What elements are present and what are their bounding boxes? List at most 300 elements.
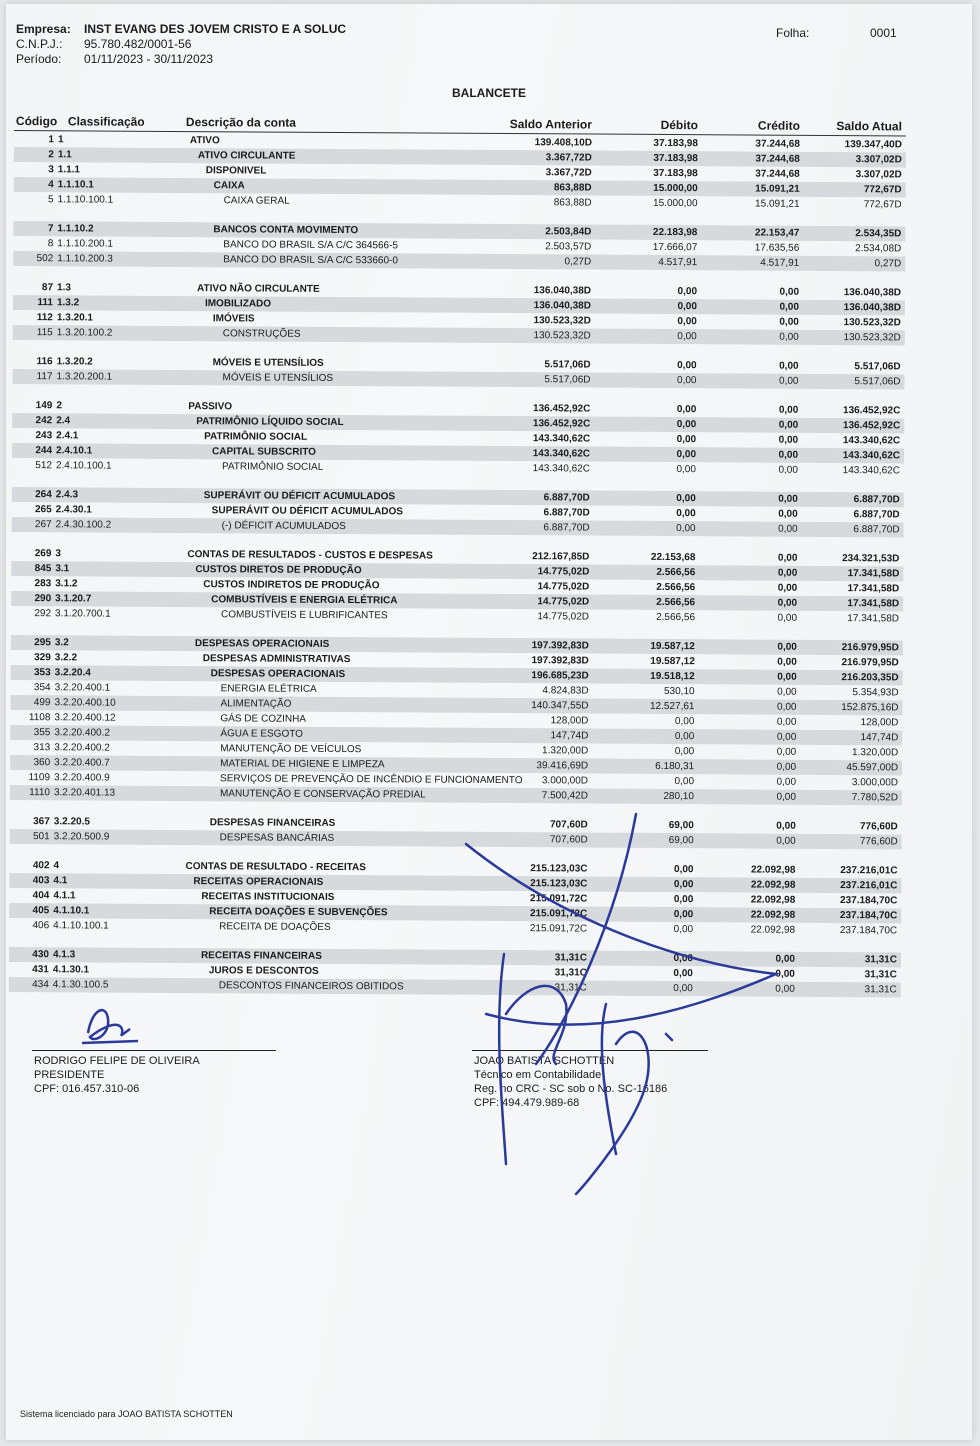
cell-credito: 22.153,47 — [754, 227, 800, 239]
cell-debito: 0,00 — [673, 968, 693, 980]
cell-classification: 4.1.3 — [52, 949, 76, 961]
cell-classification: 1.3.2 — [56, 297, 80, 309]
cell-classification: 4.1.30.1 — [52, 964, 90, 976]
cell-credito: 0,00 — [778, 493, 798, 505]
cell-saldo-atual: 237.184,70C — [839, 925, 898, 937]
cell-saldo-anterior: 14.775,02D — [537, 566, 590, 578]
cell-code: 3 — [48, 164, 54, 176]
cell-description: ATIVO NÃO CIRCULANTE — [197, 283, 320, 295]
cell-credito: 22.092,98 — [750, 864, 796, 876]
cell-saldo-anterior: 140.347,55D — [531, 700, 589, 712]
cell-saldo-atual: 237.216,01C — [840, 880, 898, 892]
balance-table — [9, 132, 906, 997]
cell-saldo-anterior: 143.340,62C — [532, 433, 591, 445]
cell-saldo-anterior: 139.408,10D — [534, 137, 592, 149]
cell-classification: 1.1.10.2 — [57, 223, 94, 235]
signer-left-cpf: CPF: 016.457.310-06 — [34, 1083, 140, 1095]
cell-credito: 37.244,68 — [755, 168, 800, 180]
cell-credito: 22.092,98 — [750, 894, 796, 906]
cell-credito: 0,00 — [776, 820, 796, 832]
cell-saldo-anterior: 197.392,83D — [531, 655, 589, 667]
signature-right — [474, 1054, 667, 1110]
cell-saldo-atual: 1.320,00D — [852, 747, 899, 759]
cell-credito: 0,00 — [779, 286, 800, 298]
cell-code: 243 — [35, 430, 53, 442]
cell-description: MANUTENÇÃO E CONSERVAÇÃO PREDIAL — [219, 788, 426, 801]
col-credito: Crédito — [757, 118, 800, 133]
cell-debito: 37.183,98 — [653, 152, 698, 165]
cell-saldo-anterior: 130.523,32D — [533, 330, 591, 342]
cell-debito: 19.587,12 — [650, 655, 695, 668]
cell-classification: 4.1 — [53, 875, 68, 887]
cell-code: 502 — [36, 253, 54, 265]
page-title: BALANCETE — [452, 86, 526, 100]
cell-description: RECEITAS INSTITUCIONAIS — [201, 891, 335, 903]
signer-right-role: Técnico em Contabilidade — [474, 1069, 602, 1081]
cell-credito: 0,00 — [777, 582, 798, 594]
cell-saldo-anterior: 136.040,38D — [533, 300, 591, 312]
cell-saldo-anterior: 31,31C — [554, 982, 587, 994]
cell-classification: 3.2.20.500.9 — [53, 831, 110, 843]
cell-saldo-atual: 776,60D — [859, 821, 898, 833]
cell-saldo-atual: 237.184,70C — [839, 910, 898, 922]
cell-code: 329 — [34, 652, 51, 664]
cell-code: 406 — [32, 920, 50, 932]
periodo-label: Período: — [16, 52, 62, 66]
cell-debito: 0,00 — [673, 879, 694, 891]
cell-saldo-atual: 31,31C — [864, 984, 897, 996]
cell-saldo-atual: 31,31C — [864, 954, 897, 966]
cell-description: PASSIVO — [188, 401, 233, 413]
cell-classification: 2.4.3 — [55, 489, 79, 501]
cell-debito: 0,00 — [677, 360, 697, 372]
cell-credito: 0,00 — [778, 449, 799, 461]
cell-code: 264 — [35, 489, 52, 501]
cell-saldo-anterior: 143.340,62C — [532, 448, 591, 460]
cell-debito: 2.566,56 — [656, 611, 696, 624]
cell-saldo-atual: 6.887,70D — [853, 494, 900, 506]
cell-code: 5 — [47, 194, 54, 206]
cell-credito: 0,00 — [776, 716, 797, 728]
cell-debito: 0,00 — [677, 331, 697, 343]
cell-debito: 0,00 — [676, 404, 697, 416]
cell-debito: 0,00 — [676, 493, 696, 505]
cell-saldo-atual: 6.887,70D — [853, 524, 900, 536]
cell-classification: 1.3.20.2 — [56, 356, 93, 368]
cell-debito: 0,00 — [676, 508, 696, 520]
cell-saldo-anterior: 0,27D — [564, 256, 592, 268]
cell-description: PATRIMÔNIO LÍQUIDO SOCIAL — [196, 416, 344, 429]
cell-debito: 15.000,00 — [653, 197, 698, 210]
cell-code: 283 — [34, 578, 52, 590]
signature-line-right — [472, 1050, 708, 1051]
cell-classification: 1.1.1 — [57, 164, 81, 176]
cell-code: 117 — [36, 371, 53, 383]
cell-saldo-atual: 6.887,70D — [853, 509, 900, 521]
cell-saldo-atual: 216.979,95D — [841, 657, 899, 669]
cell-debito: 0,00 — [677, 316, 697, 328]
cell-description: (-) DÉFICIT ACUMULADOS — [221, 520, 346, 533]
cell-debito: 12.527,61 — [649, 700, 695, 713]
cell-description: CONTAS DE RESULTADO - RECEITAS — [185, 861, 366, 874]
cell-credito: 17.635,56 — [754, 242, 800, 254]
cell-code: 292 — [34, 608, 52, 620]
cell-classification: 3.2.20.400.7 — [54, 757, 110, 769]
cell-classification: 3.2.20.400.9 — [54, 772, 110, 784]
cell-classification: 3.2.20.4 — [54, 667, 91, 679]
cell-saldo-anterior: 2.503,84D — [545, 226, 592, 238]
cell-debito: 280,10 — [663, 790, 694, 803]
cell-saldo-anterior: 7.500,42D — [541, 790, 588, 802]
cell-classification: 3.2.2 — [54, 652, 78, 664]
cell-debito: 2.566,56 — [656, 566, 696, 579]
cell-description: DESPESAS OPERACIONAIS — [194, 638, 330, 650]
cell-code: 313 — [33, 742, 51, 754]
cell-debito: 22.153,68 — [650, 551, 696, 564]
cell-description: CUSTOS INDIRETOS DE PRODUÇÃO — [203, 579, 380, 592]
cell-classification: 1.3 — [57, 282, 71, 294]
cell-classification: 4.1.10.100.1 — [53, 920, 109, 932]
cell-debito: 0,00 — [674, 731, 695, 743]
cell-credito: 0,00 — [776, 835, 796, 847]
cell-saldo-anterior: 212.167,85D — [532, 551, 590, 563]
cell-saldo-atual: 7.780,52D — [851, 792, 898, 804]
cell-description: ÁGUA E ESGOTO — [220, 728, 303, 740]
cell-saldo-atual: 136.452,92C — [842, 405, 901, 417]
cell-saldo-anterior: 215.123,03C — [530, 878, 588, 890]
cell-saldo-anterior: 136.040,38D — [533, 285, 592, 297]
cell-debito: 15.000,00 — [653, 182, 698, 195]
cell-description: MÓVEIS E UTENSÍLIOS — [222, 372, 334, 384]
cell-description: CAPITAL SUBSCRITO — [212, 446, 316, 458]
cell-saldo-atual: 0,27D — [874, 258, 902, 270]
cell-saldo-atual: 143.340,62C — [842, 465, 900, 477]
cell-credito: 0,00 — [775, 953, 795, 965]
col-saldo-atual: Saldo Atual — [836, 119, 902, 134]
cell-credito: 0,00 — [776, 701, 797, 713]
cell-debito: 0,00 — [676, 449, 697, 461]
cell-credito: 0,00 — [777, 612, 798, 624]
cell-code: 404 — [32, 890, 50, 902]
cell-saldo-anterior: 5.517,06D — [544, 359, 591, 371]
cell-saldo-anterior: 6.887,70D — [543, 507, 590, 519]
cell-saldo-atual: 17.341,58D — [847, 598, 900, 610]
cell-debito: 37.183,98 — [653, 167, 698, 180]
folha-value: 0001 — [870, 26, 897, 40]
cell-saldo-atual: 45.597,00D — [846, 762, 899, 774]
cell-saldo-atual: 3.000,00D — [851, 777, 899, 789]
cell-classification: 2.4 — [56, 415, 71, 427]
cell-code: 2 — [48, 149, 54, 161]
cell-saldo-anterior: 14.775,02D — [537, 611, 590, 623]
cell-code: 244 — [35, 445, 53, 457]
cell-classification: 1.1.10.100.1 — [57, 194, 114, 206]
cell-debito: 19.587,12 — [650, 640, 695, 653]
cell-classification: 2.4.30.1 — [55, 504, 92, 516]
cell-code: 115 — [36, 327, 53, 339]
signer-left-role: PRESIDENTE — [34, 1069, 105, 1081]
cell-classification: 2.4.1 — [56, 430, 79, 442]
cell-credito: 0,00 — [777, 671, 797, 683]
cell-saldo-atual: 772,67D — [863, 199, 902, 211]
cell-saldo-anterior: 3.367,72D — [545, 167, 592, 179]
cell-saldo-anterior: 31,31C — [554, 952, 587, 964]
cell-saldo-atual: 17.341,58D — [847, 583, 900, 595]
cell-code: 1109 — [28, 772, 51, 784]
cell-credito: 0,00 — [775, 968, 795, 980]
cell-code: 265 — [34, 504, 52, 516]
cell-code: 499 — [33, 697, 51, 709]
cell-classification: 1 — [57, 134, 64, 146]
cell-code: 269 — [34, 548, 52, 560]
cell-saldo-atual: 31,31C — [864, 969, 897, 981]
signer-right-name: JOAO BATISTA SCHOTTEN — [474, 1055, 615, 1067]
cell-classification: 2.4.10.1 — [56, 445, 93, 457]
cell-description: CUSTOS DIRETOS DE PRODUÇÃO — [195, 564, 362, 577]
cell-saldo-anterior: 863,88D — [553, 182, 592, 194]
cell-description: ATIVO — [189, 135, 220, 147]
cell-classification: 3.2.20.400.12 — [54, 712, 116, 724]
cell-description: PATRIMÔNIO SOCIAL — [204, 431, 308, 443]
cell-debito: 17.666,07 — [652, 241, 698, 254]
cell-saldo-atual: 136.040,38D — [843, 302, 901, 314]
cell-classification: 3.1.2 — [55, 578, 78, 590]
cell-credito: 0,00 — [777, 597, 798, 609]
col-descricao: Descrição da conta — [185, 115, 297, 130]
cell-saldo-anterior: 707,60D — [549, 819, 588, 831]
cell-debito: 0,00 — [676, 434, 697, 446]
cell-credito: 0,00 — [779, 301, 799, 313]
cell-description: MATERIAL DE HIGIENE E LIMPEZA — [220, 758, 385, 771]
cell-code: 87 — [41, 282, 54, 294]
cell-credito: 0,00 — [777, 686, 797, 698]
cell-classification: 4.1.10.1 — [53, 905, 90, 917]
cell-code: 242 — [35, 415, 53, 427]
cell-saldo-anterior: 215.091,72C — [530, 893, 588, 905]
cell-saldo-anterior: 1.320,00D — [542, 745, 589, 757]
folha-label: Folha: — [776, 26, 810, 40]
cell-classification: 3.2.20.400.2 — [54, 742, 110, 754]
cell-credito: 0,00 — [777, 641, 797, 653]
cell-saldo-anterior: 128,00D — [550, 715, 589, 727]
cnpj-value: 95.780.482/0001-56 — [84, 37, 192, 51]
cell-description: COMBUSTÍVEIS E ENERGIA ELÉTRICA — [211, 594, 398, 607]
cell-description: JUROS E DESCONTOS — [208, 965, 319, 977]
cell-saldo-atual: 3.307,02D — [855, 154, 902, 166]
cell-description: SUPERÁVIT OU DÉFICIT ACUMULADOS — [211, 505, 404, 518]
cell-code: 111 — [37, 297, 53, 309]
cell-saldo-anterior: 6.887,70D — [543, 522, 590, 534]
cell-credito: 0,00 — [776, 791, 796, 803]
empresa-value: INST EVANG DES JOVEM CRISTO E A SOLUC — [84, 22, 347, 36]
cell-credito: 37.244,68 — [755, 153, 800, 165]
cell-saldo-anterior: 136.452,92C — [532, 418, 591, 430]
cell-code: 116 — [36, 356, 53, 368]
cell-code: 501 — [32, 831, 50, 843]
cell-saldo-atual: 237.184,70C — [840, 895, 898, 907]
cell-code: 354 — [33, 682, 51, 694]
cell-saldo-anterior: 147,74D — [550, 730, 589, 742]
cell-debito: 0,00 — [673, 894, 694, 906]
cell-code: 149 — [35, 400, 53, 412]
cell-debito: 0,00 — [673, 953, 693, 965]
cell-debito: 0,00 — [676, 419, 697, 431]
cell-credito: 22.092,98 — [750, 879, 796, 891]
cell-credito: 4.517,91 — [760, 257, 800, 269]
cell-debito: 19.518,12 — [650, 670, 695, 683]
cell-description: IMÓVEIS — [212, 313, 255, 325]
signer-left-name: RODRIGO FELIPE DE OLIVEIRA — [34, 1055, 200, 1067]
cell-saldo-atual: 128,00D — [860, 717, 899, 729]
cell-saldo-atual: 776,60D — [859, 836, 898, 848]
cell-description: CAIXA — [213, 180, 245, 192]
cell-saldo-anterior: 215.091,72C — [529, 908, 588, 920]
cell-description: MÓVEIS E UTENSÍLIOS — [212, 357, 324, 369]
signature-scribble-left — [78, 999, 148, 1051]
cell-saldo-atual: 139.347,40D — [844, 139, 902, 151]
cell-saldo-anterior: 3.000,00D — [541, 775, 589, 787]
cell-debito: 0,00 — [673, 909, 694, 921]
signature-left — [34, 1054, 200, 1096]
cell-debito: 2.566,56 — [656, 596, 696, 609]
cell-saldo-atual: 2.534,35D — [855, 228, 902, 240]
signer-right-cpf: CPF: 494.479.989-68 — [474, 1097, 580, 1109]
signer-right-reg: Reg. no CRC - SC sob o No. SC-16186 — [474, 1083, 668, 1095]
cell-description: IMOBILIZADO — [204, 298, 272, 310]
cell-saldo-atual: 136.452,92C — [842, 420, 901, 432]
cell-description: RECEITA DE DOAÇÕES — [219, 921, 331, 933]
cell-classification: 1.3.20.100.2 — [56, 327, 113, 339]
cell-saldo-atual: 152.875,16D — [841, 702, 899, 714]
cell-description: DESPESAS ADMINISTRATIVAS — [202, 653, 351, 666]
cell-code: 845 — [34, 563, 52, 575]
cell-saldo-atual: 2.534,08D — [855, 243, 902, 255]
cell-credito: 0,00 — [779, 331, 799, 343]
cell-credito: 0,00 — [776, 776, 797, 788]
cell-saldo-anterior: 31,31C — [554, 967, 587, 979]
cell-classification: 1.1.10.200.1 — [57, 238, 113, 250]
cell-debito: 69,00 — [668, 835, 694, 847]
cell-code: 1108 — [28, 712, 51, 724]
cell-classification: 4.1.30.100.5 — [52, 979, 109, 991]
cell-description: DESPESAS OPERACIONAIS — [210, 668, 346, 681]
cell-saldo-anterior: 136.452,92C — [533, 403, 591, 415]
cell-saldo-atual: 3.307,02D — [855, 169, 902, 181]
cell-code: 431 — [32, 964, 49, 976]
col-saldo-anterior: Saldo Anterior — [509, 117, 592, 132]
cell-code: 112 — [36, 312, 53, 324]
cell-saldo-atual: 772,67D — [863, 184, 902, 196]
cell-saldo-anterior: 4.824,83D — [542, 685, 589, 697]
cell-classification: 1.1.10.200.3 — [57, 253, 113, 265]
cell-description: DESCONTOS FINANCEIROS OBITIDOS — [218, 980, 404, 993]
cell-debito: 0,00 — [674, 864, 694, 876]
cell-classification: 2.4.30.100.2 — [55, 519, 112, 531]
cell-code: 4 — [48, 179, 54, 191]
cell-debito: 530,10 — [663, 685, 695, 698]
cell-classification: 2.4.10.100.1 — [55, 460, 112, 472]
cell-description: DISPONIVEL — [205, 165, 267, 177]
cell-description: ENERGIA ELÉTRICA — [220, 683, 317, 695]
cell-credito: 0,00 — [778, 419, 799, 431]
cell-saldo-atual: 130.523,32D — [843, 317, 901, 329]
cell-code: 367 — [33, 816, 50, 828]
cell-classification: 1.1.10.1 — [57, 179, 94, 191]
cell-description: BANCOS CONTA MOVIMENTO — [213, 224, 359, 237]
cell-description: BANCO DO BRASIL S/A C/C 364566-5 — [223, 239, 399, 252]
cell-debito: 69,00 — [668, 820, 694, 832]
cell-saldo-anterior: 196.685,23D — [531, 670, 589, 682]
cell-description: ALIMENTAÇÃO — [220, 698, 292, 710]
cell-saldo-atual: 143.340,62C — [842, 450, 901, 462]
cell-classification: 3.2.20.5 — [53, 816, 90, 828]
cell-code: 430 — [32, 949, 50, 961]
cell-classification: 1.3.20.200.1 — [56, 371, 113, 383]
periodo-value: 01/11/2023 - 30/11/2023 — [84, 52, 213, 66]
cell-credito: 0,00 — [778, 523, 798, 535]
cell-credito: 15.091,21 — [755, 198, 800, 210]
cell-code: 7 — [47, 223, 54, 235]
cell-debito: 0,00 — [677, 286, 698, 298]
cell-saldo-atual: 216.979,95D — [841, 642, 899, 654]
cell-description: RECEITAS FINANCEIRAS — [200, 950, 322, 962]
cell-saldo-atual: 17.341,58D — [847, 568, 900, 580]
footer-license: Sistema licenciado para JOAO BATISTA SCHOTTEN — [20, 1409, 233, 1419]
cell-credito: 0,00 — [777, 552, 798, 564]
cell-debito: 0,00 — [674, 746, 695, 758]
cell-credito: 0,00 — [778, 404, 799, 416]
cell-classification: 1.3.20.1 — [56, 312, 94, 324]
cell-code: 403 — [32, 875, 50, 887]
cell-saldo-atual: 143.340,62C — [842, 435, 901, 447]
cell-code: 267 — [34, 519, 52, 531]
cell-credito: 0,00 — [779, 316, 799, 328]
cell-classification: 3 — [55, 548, 62, 560]
cell-credito: 0,00 — [778, 508, 798, 520]
cell-debito: 0,00 — [673, 983, 693, 995]
signature-line-left — [32, 1050, 276, 1051]
cell-code: 290 — [34, 593, 52, 605]
cell-saldo-atual: 216.203,35D — [841, 672, 899, 684]
cell-saldo-anterior: 14.775,02D — [537, 581, 590, 593]
cell-classification: 4 — [53, 860, 60, 872]
cell-classification: 3.2 — [54, 637, 69, 649]
cell-code: 1 — [48, 134, 54, 146]
cell-saldo-anterior: 863,88D — [553, 197, 592, 209]
cell-credito: 22.092,98 — [750, 909, 796, 921]
cell-description: BANCO DO BRASIL S/A C/C 533660-0 — [223, 254, 398, 267]
cell-description: SUPERÁVIT OU DÉFICIT ACUMULADOS — [203, 490, 396, 503]
cell-description: GÁS DE COZINHA — [220, 713, 307, 725]
cell-description: COMBUSTÍVEIS E LUBRIFICANTES — [221, 609, 388, 622]
cell-code: 360 — [33, 757, 51, 769]
cell-saldo-anterior: 3.367,72D — [545, 152, 592, 164]
cell-saldo-atual: 5.517,06D — [854, 376, 901, 388]
cell-saldo-atual: 147,74D — [860, 732, 899, 744]
cell-saldo-anterior: 2.503,57D — [545, 241, 592, 253]
cell-description: RECEITAS OPERACIONAIS — [193, 876, 324, 888]
cell-classification: 4.1.1 — [53, 890, 76, 902]
cell-credito: 0,00 — [777, 656, 797, 668]
cell-code: 355 — [33, 727, 51, 739]
cell-classification: 3.1 — [55, 563, 70, 575]
cell-saldo-anterior: 215.123,03C — [530, 863, 588, 875]
cell-debito: 22.183,98 — [652, 226, 698, 239]
cell-debito: 0,00 — [673, 924, 694, 936]
cell-debito: 6.180,31 — [655, 760, 695, 773]
cell-debito: 0,00 — [676, 375, 697, 387]
cell-credito: 0,00 — [776, 731, 797, 743]
